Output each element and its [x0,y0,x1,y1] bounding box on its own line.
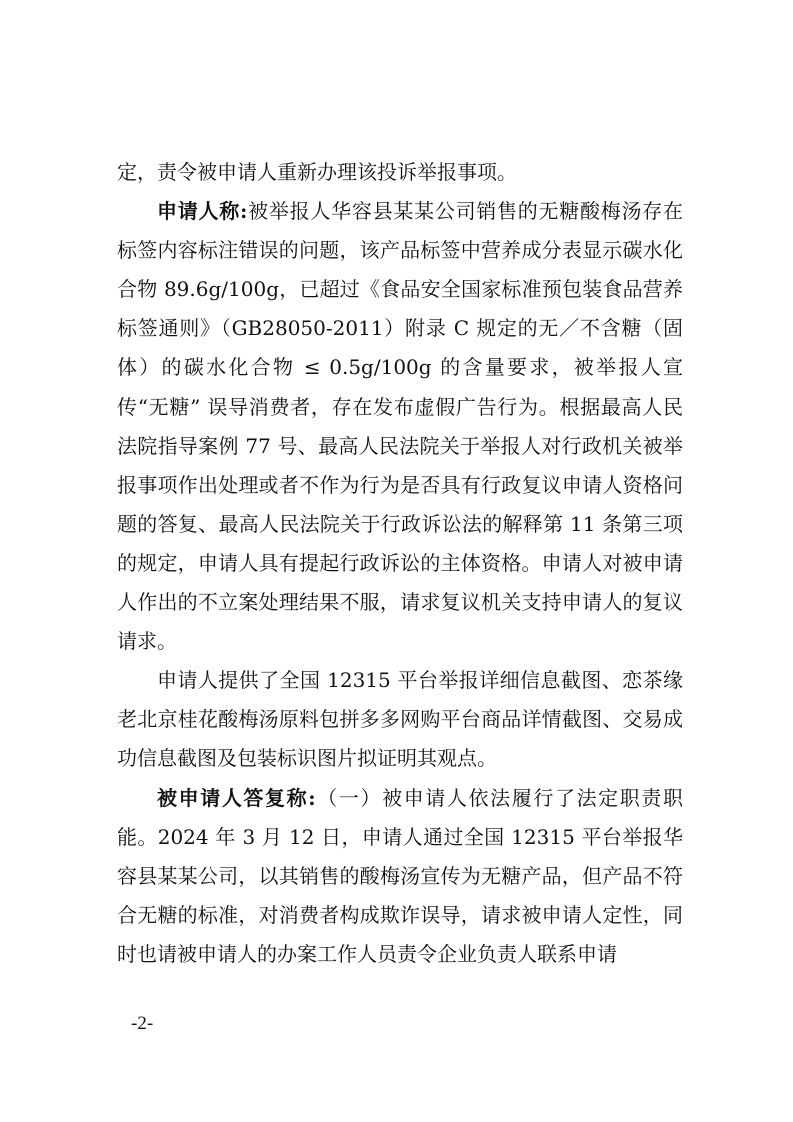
paragraph-continuation [117,153,683,192]
paragraph-applicant-evidence [117,661,683,778]
paragraph-lead: 申请人称: [157,199,248,224]
paragraph-lead: 被申请人答复称: [157,785,316,810]
paragraph-applicant-claim [117,192,683,661]
paragraph-text: 定，责令被申请人重新办理该投诉举报事项。 [117,160,517,184]
paragraph-text: 申请人提供了全国 12315 平台举报详细信息截图、恋茶缘老北京桂花酸梅汤原料包拼多多网购平台商品详情截图、交易成功信息截图及包装标识图片拟证明其观点。 [117,668,683,771]
page-number: -2- [131,1013,154,1034]
paragraph-respondent-reply [117,779,683,974]
paragraph-text: 被举报人华容县某某公司销售的无糖酸梅汤存在标签内容标注错误的问题，该产品标签中营养成分表显示碳水化合物 89.6g/100g，已超过《食品安全国家标准预包装食品营养标签通则》（GB28050-2011）附录 C 规定的无／不含糖（固体）的碳水化合物 ≤ 0.5g/100g 的含量要求，被举报人宣传“无糖” 误导消费者，存在发布虚假广告行为。根据最高人民法院指导案例 77 号、最高人民法院关于举报人对行政机关被举报事项作出处理或者不作为行为是否具有行政复议申请人资格问题的答复、最高人民法院关于行政诉讼法的解释第 11 条第三项的规定，申请人具有提起行政诉讼的主体资格。申请人对被申请人作出的不立案处理结果不服，请求复议机关支持申请人的复议请求。 [117,199,684,654]
paragraph-text: （一）被申请人依法履行了法定职责职能。2024 年 3 月 12 日，申请人通过全国 12315 平台举报华容县某某公司，以其销售的酸梅汤宣传为无糖产品，但产品不符合无糖的标准，对消费者构成欺诈误导，请求被申请人定性，同时也请被申请人的办案工作人员责令企业负责人联系申请 [117,785,684,966]
document-body [117,153,683,974]
